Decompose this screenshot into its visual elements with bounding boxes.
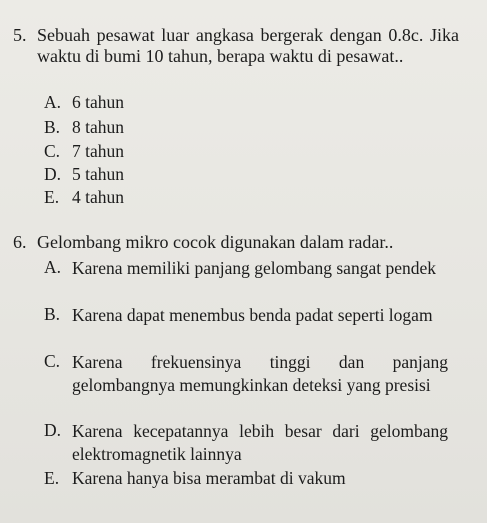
option-letter: A.: [44, 92, 62, 112]
option-text: Karena dapat menembus benda padat seperti logam: [72, 305, 433, 325]
option-text: 4 tahun: [72, 187, 125, 207]
option-text: 8 tahun: [72, 117, 125, 137]
option-letter: D.: [44, 420, 62, 440]
question-text: Sebuah pesawat luar angkasa bergerak dengan 0.8c. Jika waktu di bumi 10 tahun, berapa waktu di pesawat..: [37, 25, 459, 66]
question-number: 6.: [13, 232, 27, 252]
option-letter: B.: [44, 304, 61, 324]
option-letter: E.: [44, 468, 60, 488]
option-text: Karena hanya bisa merambat di vakum: [72, 468, 346, 488]
option-letter: C.: [44, 141, 61, 161]
question-text: Gelombang mikro cocok digunakan dalam radar..: [37, 232, 394, 252]
option-letter: C.: [44, 351, 61, 371]
option-text: Karena kecepatannya lebih besar dari gelombang elektromagnetik lainnya: [72, 421, 448, 464]
option-text: 6 tahun: [72, 92, 125, 112]
option-letter: D.: [44, 164, 62, 184]
option-text: Karena memiliki panjang gelombang sangat pendek: [72, 258, 436, 278]
option-letter: B.: [44, 117, 61, 137]
option-letter: E.: [44, 187, 60, 207]
option-text: 5 tahun: [72, 164, 125, 184]
question-number: 5.: [13, 25, 27, 45]
option-text: 7 tahun: [72, 141, 125, 161]
option-text: Karena frekuensinya tinggi dan panjang gelombangnya memungkinkan deteksi yang presisi: [72, 352, 448, 395]
option-letter: A.: [44, 257, 62, 277]
